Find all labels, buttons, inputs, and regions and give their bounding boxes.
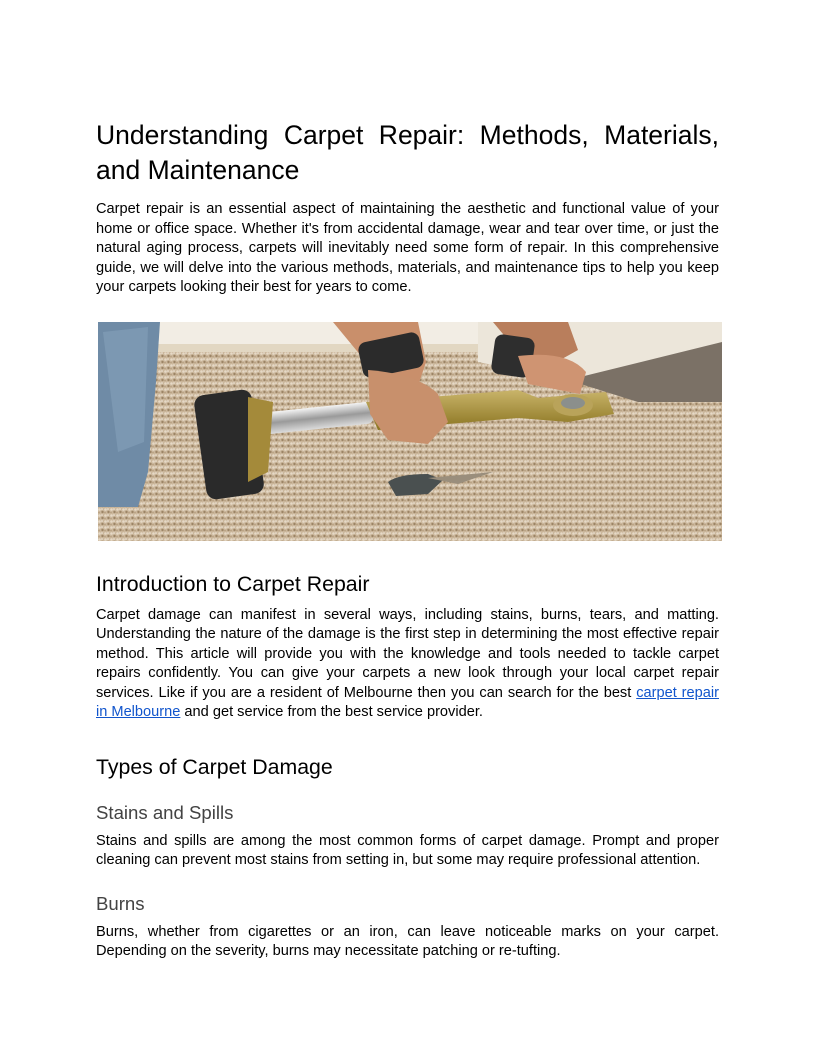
intro-paragraph: Carpet repair is an essential aspect of maintaining the aesthetic and functional value of your home or office space. Whether it's from accidental damage, wear and tear over time, or just the natural aging process, carpets will inevitably need some form of repair. In this comprehensive guide, we will delve into the various methods, materials, and maintenance tips to help you keep your carpets looking their best for years to come. <box>96 201 719 295</box>
introduction-text-end: and get service from the best service provider. <box>180 704 483 720</box>
carpet-repair-photo <box>98 322 722 541</box>
document-title: Understanding Carpet Repair: Methods, Materials, and Maintenance <box>96 120 719 185</box>
section-heading-types: Types of Carpet Damage <box>96 754 333 779</box>
document-page <box>96 118 719 962</box>
section-heading-introduction: Introduction to Carpet Repair <box>96 571 370 596</box>
subheading-burns: Burns <box>96 892 145 914</box>
stains-paragraph: Stains and spills are among the most common forms of carpet damage. Prompt and proper cleaning can prevent most stains from setting in, but some may require professional attention. <box>96 832 719 868</box>
carpet-repair-melbourne-link[interactable]: carpet repair in Melbourne <box>96 684 719 720</box>
burns-paragraph: Burns, whether from cigarettes or an iron, can leave noticeable marks on your carpet. Depending on the severity, burns may necessitate patching or re-tufting. <box>96 923 719 959</box>
subheading-stains: Stains and Spills <box>96 801 234 823</box>
introduction-paragraph <box>96 606 719 723</box>
introduction-text: Carpet damage can manifest in several ways, including stains, burns, tears, and matting. Understanding the nature of the damage is the first step in determining the most effective repair method. This article will provide you with the knowledge and tools needed to tackle carpet repairs confidently. You can give your carpets a new look through your local carpet repair services. Like if you are a resident of Melbourne then you can search for the best <box>96 606 719 701</box>
